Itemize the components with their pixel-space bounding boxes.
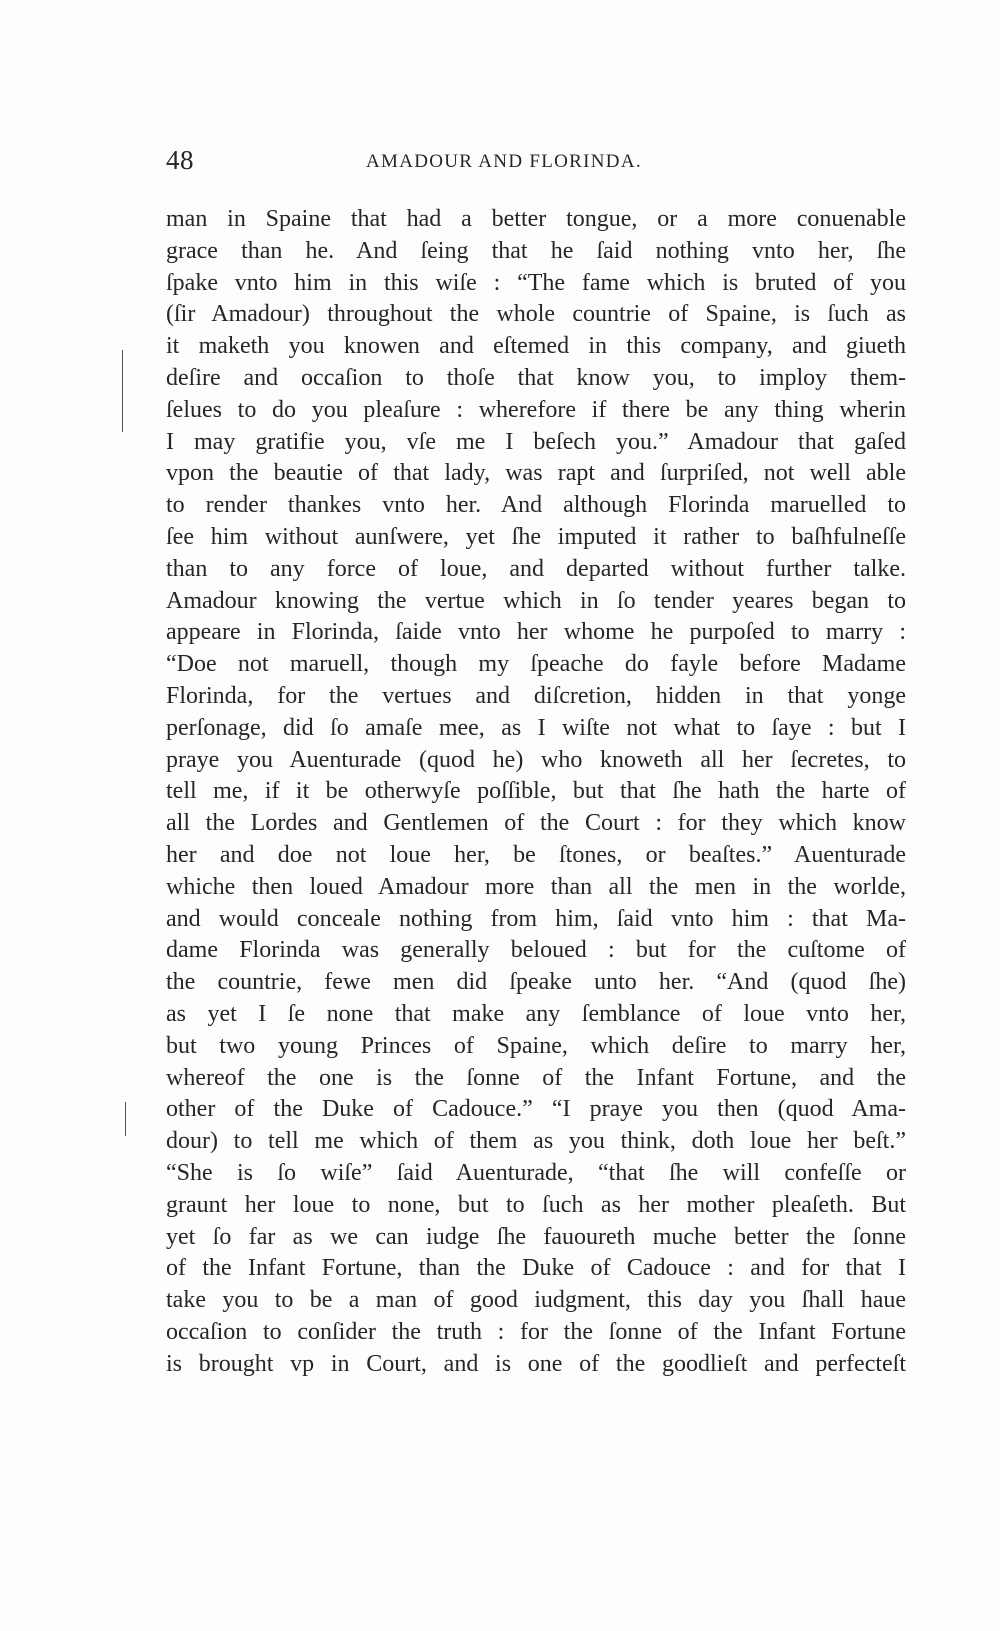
text-line: whiche then loued Amadour more than all the men in the worlde, bbox=[166, 873, 906, 900]
text-line: other of the Duke of Cadouce.” “I praye you then (quod Ama- bbox=[166, 1096, 906, 1123]
text-line: as yet I ſe none that make any ſemblance of loue vnto her, bbox=[166, 1000, 906, 1027]
text-line: and would conceale nothing from him, ſaid vnto him : that Ma- bbox=[166, 905, 906, 932]
text-line: Florinda, for the vertues and diſcretion, hidden in that yonge bbox=[166, 682, 906, 709]
body-text bbox=[166, 204, 906, 1380]
text-line: appeare in Florinda, ſaide vnto her whome he purpoſed to marry : bbox=[166, 619, 906, 646]
text-line: vpon the beautie of that lady, was rapt and ſurpriſed, not well able bbox=[166, 460, 906, 487]
text-line: than to any force of loue, and departed without further talke. bbox=[166, 555, 906, 582]
text-line: man in Spaine that had a better tongue, or a more conuenable bbox=[166, 206, 906, 232]
text-line: whereof the one is the ſonne of the Infant Fortune, and the bbox=[166, 1064, 906, 1091]
text-line: I may gratifie you, vſe me I beſech you.” Amadour that gaſed bbox=[166, 428, 906, 455]
margin-pencil-mark bbox=[122, 350, 123, 432]
text-line: Amadour knowing the vertue which in ſo tender yeares began to bbox=[166, 587, 906, 614]
text-line: deſire and occaſion to thoſe that know you, to imploy them- bbox=[166, 364, 906, 391]
text-line: occaſion to conſider the truth : for the ſonne of the Infant Fortune bbox=[166, 1318, 906, 1345]
text-line: the countrie, fewe men did ſpeake unto her. “And (quod ſhe) bbox=[166, 969, 906, 996]
text-line: is brought vp in Court, and is one of the goodlieſt and perfecteſt bbox=[166, 1350, 906, 1377]
text-line: ſelues to do you pleaſure : wherefore if there be any thing wherin bbox=[166, 396, 906, 423]
text-line: ſee him without aunſwere, yet ſhe imputed it rather to baſhfulneſſe bbox=[166, 523, 906, 550]
text-line: tell me, if it be otherwyſe poſſible, but that ſhe hath the harte of bbox=[166, 778, 906, 805]
margin-pencil-mark bbox=[125, 1102, 126, 1136]
text-line: it maketh you knowen and eſtemed in this company, and giueth bbox=[166, 333, 906, 360]
running-title: AMADOUR AND FLORINDA. bbox=[366, 151, 642, 172]
text-line: perſonage, did ſo amaſe mee, as I wiſte not what to ſaye : but I bbox=[166, 714, 906, 741]
text-line: take you to be a man of good iudgment, this day you ſhall haue bbox=[166, 1287, 906, 1314]
text-line: her and doe not loue her, be ſtones, or beaſtes.” Auenturade bbox=[166, 841, 906, 868]
text-line: “She is ſo wiſe” ſaid Auenturade, “that ſhe will confeſſe or bbox=[166, 1159, 906, 1186]
text-line: of the Infant Fortune, than the Duke of Cadouce : and for that I bbox=[166, 1255, 906, 1282]
text-line: all the Lordes and Gentlemen of the Court : for they which know bbox=[166, 810, 906, 837]
text-line: dame Florinda was generally beloued : but for the cuſtome of bbox=[166, 937, 906, 964]
text-line: to render thankes vnto her. And although Florinda maruelled to bbox=[166, 492, 906, 519]
text-line: grace than he. And ſeing that he ſaid nothing vnto her, ſhe bbox=[166, 237, 906, 264]
text-line: yet ſo far as we can iudge ſhe fauoureth muche better the ſonne bbox=[166, 1223, 906, 1250]
text-line: ſpake vnto him in this wiſe : “The fame which is bruted of you bbox=[166, 269, 906, 296]
text-line: praye you Auenturade (quod he) who knoweth all her ſecretes, to bbox=[166, 746, 906, 773]
text-line: “Doe not maruell, though my ſpeache do fayle before Madame bbox=[166, 651, 906, 678]
text-line: (ſir Amadour) throughout the whole countrie of Spaine, is ſuch as bbox=[166, 301, 906, 328]
text-line: but two young Princes of Spaine, which deſire to marry her, bbox=[166, 1032, 906, 1059]
running-head bbox=[166, 140, 908, 180]
page-number: 48 bbox=[166, 145, 194, 175]
text-line: dour) to tell me which of them as you think, doth loue her beſt.” bbox=[166, 1128, 906, 1155]
text-line: graunt her loue to none, but to ſuch as her mother pleaſeth. But bbox=[166, 1191, 906, 1218]
